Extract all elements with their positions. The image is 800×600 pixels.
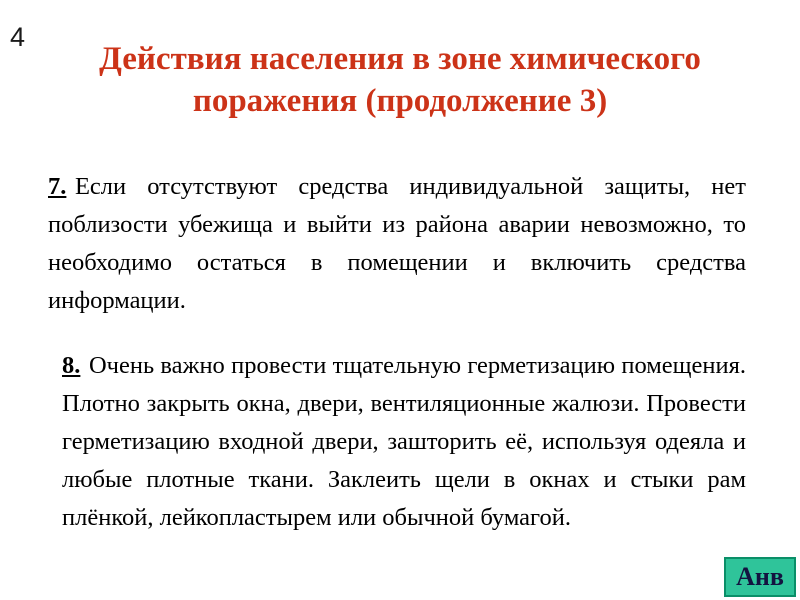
- paragraph-8-marker: 8.: [62, 351, 81, 379]
- author-badge: [724, 557, 796, 597]
- slide-number: 4: [10, 22, 26, 52]
- slide-body: [48, 143, 746, 561]
- slide-title: Действия населения в зоне химического поражения (продолжение 3): [99, 41, 701, 120]
- paragraph-7-marker: 7.: [48, 172, 67, 200]
- paragraph-7: [48, 168, 746, 320]
- paragraph-7-text: Если отсутствуют средства индивидуальной защиты, нет поблизости убежища и выйти из района аварии невозможно, то необходимо остаться в помещении и включить средства информации.: [48, 172, 746, 314]
- paragraph-8: [48, 347, 746, 537]
- author-badge-label: Анв: [736, 562, 784, 591]
- paragraph-8-text: Очень важно провести тщательную герметизацию помещения. Плотно закрыть окна, двери, вентиляционные жалюзи. Провести герметизацию входной двери, зашторить её, используя одеяла и любые плотные ткани. Заклеить щели в окнах и стыки рам плёнкой, лейкопластырем или обычной бумагой.: [62, 351, 746, 531]
